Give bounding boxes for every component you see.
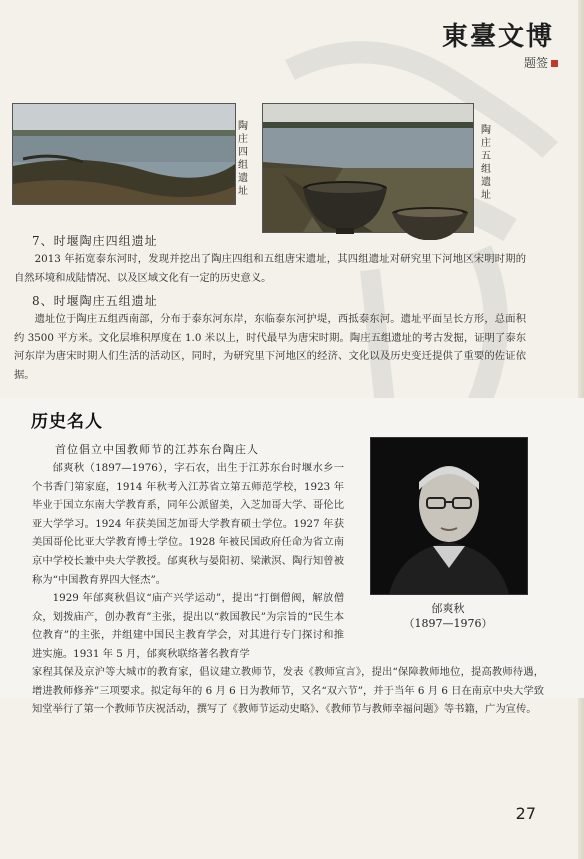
- calligrapher-signature: 题签: [524, 54, 558, 71]
- pottery-bowl-2: [390, 207, 470, 243]
- book-title-calligraphy: 東臺文博: [441, 22, 554, 52]
- site5-caption: 陶庄五组遗址: [481, 125, 491, 201]
- bio-paragraph-3: 家程其保及京沪等大城市的教育家，倡议建立教师节，发表《教师宣言》，提出“保障教师地位，提高教师待遇，增进教师修养”三项要求。拟定每年的 6 月 6 日为教师节，又名“双六节”，并于当年 6 月 6 日在南京中央大学致知堂举行了第一个教师节庆祝活动，撰写了《教师节运动史略》、《教师节与教师幸福问题》等书籍，广为宣传。: [32, 666, 544, 716]
- famous-people-title: 历史名人: [31, 412, 103, 432]
- bio-paragraph-1: 邰爽秋（1897—1976），字石农，出生于江苏东台时堰水乡一个书香门第家庭，1914 年秋考入江苏省立第五师范学校，1923 年毕业于国立东南大学教育系，同年公派留美，入芝加哥大学、哥伦比亚大学学习。1924 年获美国芝加哥大学教育硕士学位。1927 年获美国哥伦比亚大学教育博士学位。1928 年被民国政府任命为省立南京中学校长兼中央大学教授。邰爽秋与晏阳初、梁漱溟、陶行知曾被称为“中国教育界四大怪杰”。: [32, 462, 344, 586]
- site4-photo: [12, 103, 236, 205]
- page-number: 27: [515, 804, 536, 823]
- portrait-caption: [378, 601, 518, 631]
- red-seal-icon: [551, 60, 558, 67]
- section-heading-8: 8、时堰陶庄五组遗址: [32, 294, 158, 308]
- pottery-bowl-1: [300, 180, 390, 236]
- site4-caption: 陶庄四组遗址: [238, 121, 248, 197]
- portrait-photo: [370, 437, 528, 595]
- section-heading-7: 7、时堰陶庄四组遗址: [32, 234, 158, 248]
- section-text-7: 2013 年拓宽泰东河时，发现并挖出了陶庄四组和五组唐宋遗址，其四组遗址对研究里下河地区宋明时期的自然环境和成陆情况、以及区域文化有一定的历史意义。: [14, 253, 526, 284]
- article-subheading: 首位倡立中国教师节的江苏东台陶庄人: [55, 443, 259, 456]
- portrait-dates: （1897—1976）: [403, 617, 493, 630]
- section-text-8: 遗址位于陶庄五组西南部，分布于泰东河东岸，东临泰东河护堤，西抵泰东河。遗址平面呈长方形，总面积约 3500 平方米。文化层堆积厚度在 1.0 米以上，时代最早为唐宋时期。陶庄五组遗址的考古发掘，证明了泰东河东岸为唐宋时期人们生活的活动区，同时，为研究里下河地区的经济、文化以及历史变迁提供了重要的佐证依据。: [14, 313, 526, 381]
- bio-paragraph-2: 1929 年邰爽秋倡议“庙产兴学运动”，提出“打倒僧阀，解放僧众，划拨庙产，创办教育”主张，提出以“救国教民”为宗旨的“民生本位教育”的主张，并组建中国民主教育学会，对其进行专门探讨和推进实施。1931 年 5 月，邰爽秋联络著名教育学: [32, 592, 344, 660]
- portrait-name: 邰爽秋: [431, 602, 465, 615]
